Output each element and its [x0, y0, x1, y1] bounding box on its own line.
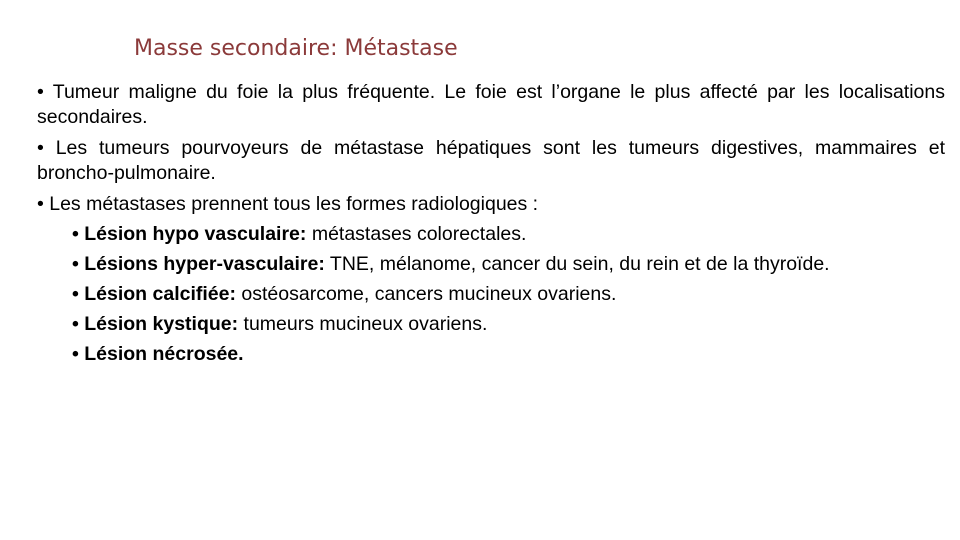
sub-bullet-text: métastases colorectales. — [306, 223, 527, 245]
bullet-paragraph: • Les métastases prennent tous les formes radiologiques : — [37, 193, 539, 215]
slide-title: Masse secondaire: Métastase — [134, 36, 458, 61]
slide-body — [37, 80, 945, 369]
sub-bullet — [72, 279, 945, 309]
sub-bullet — [72, 252, 945, 277]
bullet-paragraph: • Les tumeurs pourvoyeurs de métastase hépatiques sont les tumeurs digestives, mammaires et broncho-pulmonaire. — [37, 137, 945, 184]
sub-bullet-text: tumeurs mucineux ovariens. — [238, 313, 488, 335]
sub-bullet-term: • Lésions hyper-vasculaire: — [72, 253, 325, 275]
sub-bullet-text: TNE, mélanome, cancer du sein, du rein et de la thyroïde. — [324, 253, 830, 275]
sub-bullet-text: ostéosarcome, cancers mucineux ovariens. — [235, 283, 617, 305]
sub-bullet-term: • Lésion kystique: — [72, 313, 239, 335]
bullet-paragraph: • Tumeur maligne du foie la plus fréquente. Le foie est l’organe le plus affecté par les localisations secondaires. — [37, 81, 945, 128]
sub-bullet — [72, 339, 945, 369]
sub-bullet-term: • Lésion calcifiée: — [72, 283, 236, 305]
sub-bullet — [72, 309, 945, 339]
sub-bullet-term: • Lésion nécrosée. — [72, 343, 244, 365]
sub-bullet — [72, 219, 945, 249]
sub-bullet-term: • Lésion hypo vasculaire: — [72, 223, 307, 245]
